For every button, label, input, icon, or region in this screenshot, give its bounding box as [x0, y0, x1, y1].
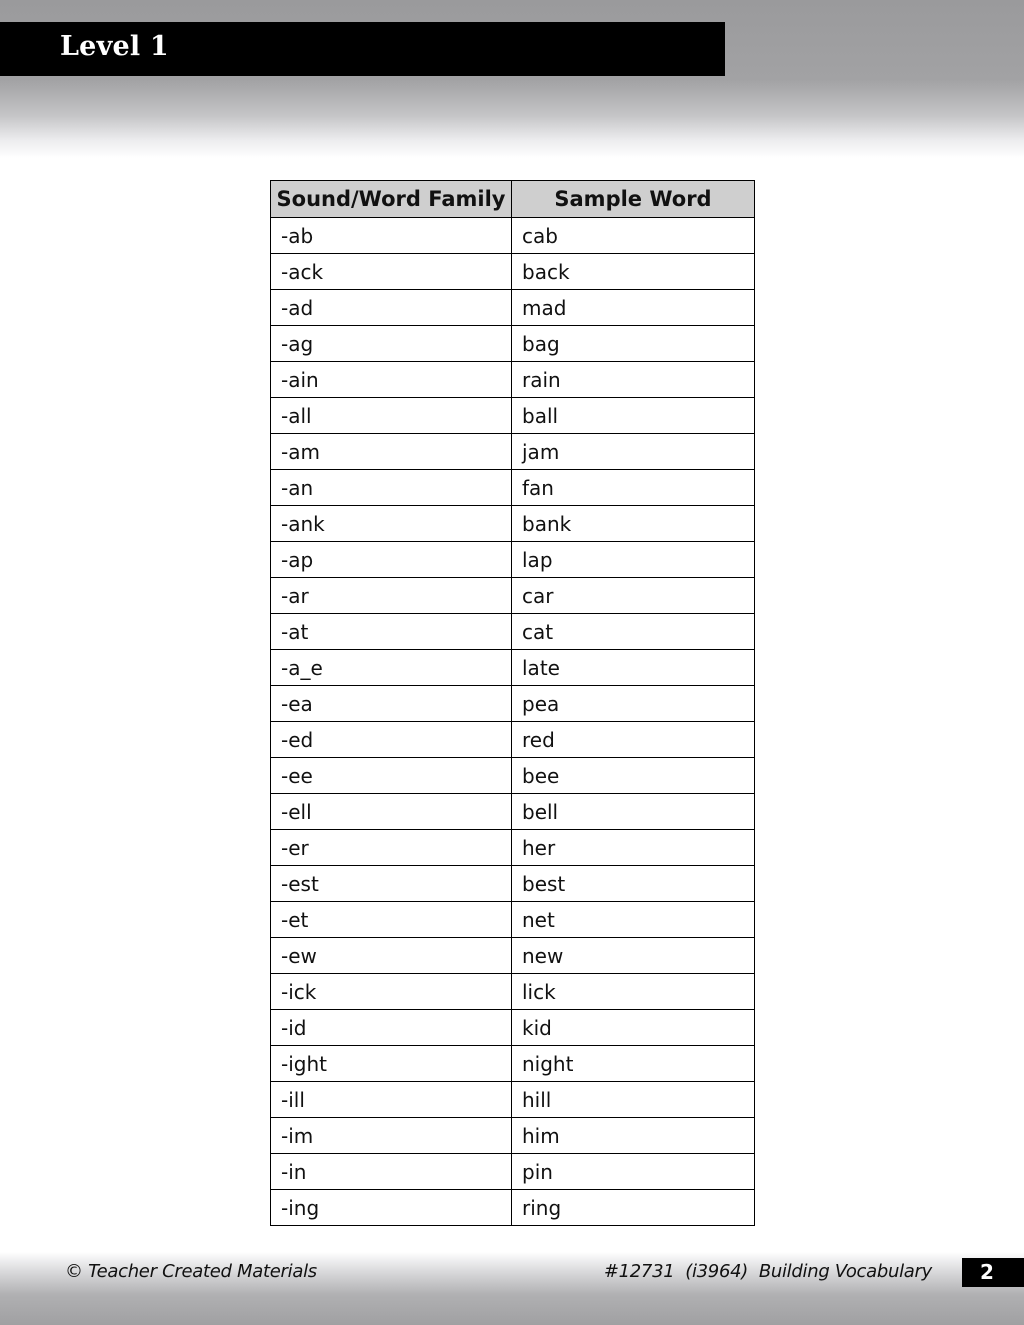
sample-word-cell: bee: [512, 758, 755, 794]
table-row: [271, 470, 755, 506]
sample-word-cell: cat: [512, 614, 755, 650]
sample-word-cell: fan: [512, 470, 755, 506]
table-row: [271, 254, 755, 290]
sound-word-family-cell: -ab: [271, 218, 512, 254]
table-row: [271, 326, 755, 362]
sample-word-cell: him: [512, 1118, 755, 1154]
footer-band: [0, 1240, 1024, 1325]
table-row: [271, 974, 755, 1010]
table-row: [271, 794, 755, 830]
table-row: [271, 506, 755, 542]
sound-word-family-cell: -ack: [271, 254, 512, 290]
sound-word-family-cell: -er: [271, 830, 512, 866]
sample-word-cell: bank: [512, 506, 755, 542]
sample-word-cell: bell: [512, 794, 755, 830]
sound-word-family-cell: -ea: [271, 686, 512, 722]
table-row: [271, 542, 755, 578]
sound-word-family-cell: -ee: [271, 758, 512, 794]
sound-word-family-cell: -at: [271, 614, 512, 650]
table-row: [271, 722, 755, 758]
table-row: [271, 650, 755, 686]
sound-word-family-cell: -a_e: [271, 650, 512, 686]
table-row: [271, 1010, 755, 1046]
sound-word-family-cell: -all: [271, 398, 512, 434]
word-family-table: [270, 180, 755, 1226]
sound-word-family-cell: -et: [271, 902, 512, 938]
column-header-sample-word: Sample Word: [512, 181, 755, 218]
sample-word-cell: rain: [512, 362, 755, 398]
sound-word-family-cell: -ap: [271, 542, 512, 578]
sample-word-cell: her: [512, 830, 755, 866]
table-row: [271, 614, 755, 650]
table-row: [271, 1082, 755, 1118]
sample-word-cell: net: [512, 902, 755, 938]
sample-word-cell: red: [512, 722, 755, 758]
table-row: [271, 1118, 755, 1154]
sound-word-family-cell: -ight: [271, 1046, 512, 1082]
table-body: [271, 218, 755, 1226]
table-row: [271, 686, 755, 722]
sound-word-family-cell: -ell: [271, 794, 512, 830]
table-row: [271, 290, 755, 326]
table-row: [271, 1046, 755, 1082]
sound-word-family-cell: -ad: [271, 290, 512, 326]
table-row: [271, 830, 755, 866]
sound-word-family-cell: -ag: [271, 326, 512, 362]
table-row: [271, 434, 755, 470]
sound-word-family-cell: -in: [271, 1154, 512, 1190]
sound-word-family-cell: -an: [271, 470, 512, 506]
sound-word-family-cell: -am: [271, 434, 512, 470]
sound-word-family-cell: -ill: [271, 1082, 512, 1118]
column-header-sound-word-family: Sound/Word Family: [271, 181, 512, 218]
product-info: #12731 (i3964) Building Vocabulary: [603, 1261, 932, 1282]
table-row: [271, 866, 755, 902]
table-row: [271, 902, 755, 938]
page-number: 2: [980, 1260, 994, 1284]
sound-word-family-cell: -ick: [271, 974, 512, 1010]
sample-word-cell: back: [512, 254, 755, 290]
sample-word-cell: pea: [512, 686, 755, 722]
sample-word-cell: late: [512, 650, 755, 686]
table-row: [271, 398, 755, 434]
sample-word-cell: jam: [512, 434, 755, 470]
sound-word-family-cell: -im: [271, 1118, 512, 1154]
level-title: Level 1: [60, 31, 169, 62]
sound-word-family-cell: -ew: [271, 938, 512, 974]
sample-word-cell: pin: [512, 1154, 755, 1190]
sample-word-cell: lick: [512, 974, 755, 1010]
table-row: [271, 578, 755, 614]
sample-word-cell: night: [512, 1046, 755, 1082]
sample-word-cell: car: [512, 578, 755, 614]
table-row: [271, 218, 755, 254]
level-banner: [0, 22, 725, 76]
sound-word-family-cell: -id: [271, 1010, 512, 1046]
table-row: [271, 938, 755, 974]
sample-word-cell: best: [512, 866, 755, 902]
sound-word-family-cell: -est: [271, 866, 512, 902]
sample-word-cell: kid: [512, 1010, 755, 1046]
sample-word-cell: mad: [512, 290, 755, 326]
sample-word-cell: ball: [512, 398, 755, 434]
table-row: [271, 1154, 755, 1190]
sound-word-family-cell: -ank: [271, 506, 512, 542]
sample-word-cell: cab: [512, 218, 755, 254]
table-row: [271, 758, 755, 794]
table-header-row: [271, 181, 755, 218]
sound-word-family-cell: -ain: [271, 362, 512, 398]
sample-word-cell: ring: [512, 1190, 755, 1226]
sample-word-cell: new: [512, 938, 755, 974]
sound-word-family-cell: -ar: [271, 578, 512, 614]
sample-word-cell: bag: [512, 326, 755, 362]
copyright-text: © Teacher Created Materials: [65, 1261, 317, 1282]
sample-word-cell: lap: [512, 542, 755, 578]
sound-word-family-cell: -ed: [271, 722, 512, 758]
sound-word-family-cell: -ing: [271, 1190, 512, 1226]
table-row: [271, 362, 755, 398]
page-number-box: [962, 1258, 1024, 1287]
table-row: [271, 1190, 755, 1226]
sample-word-cell: hill: [512, 1082, 755, 1118]
